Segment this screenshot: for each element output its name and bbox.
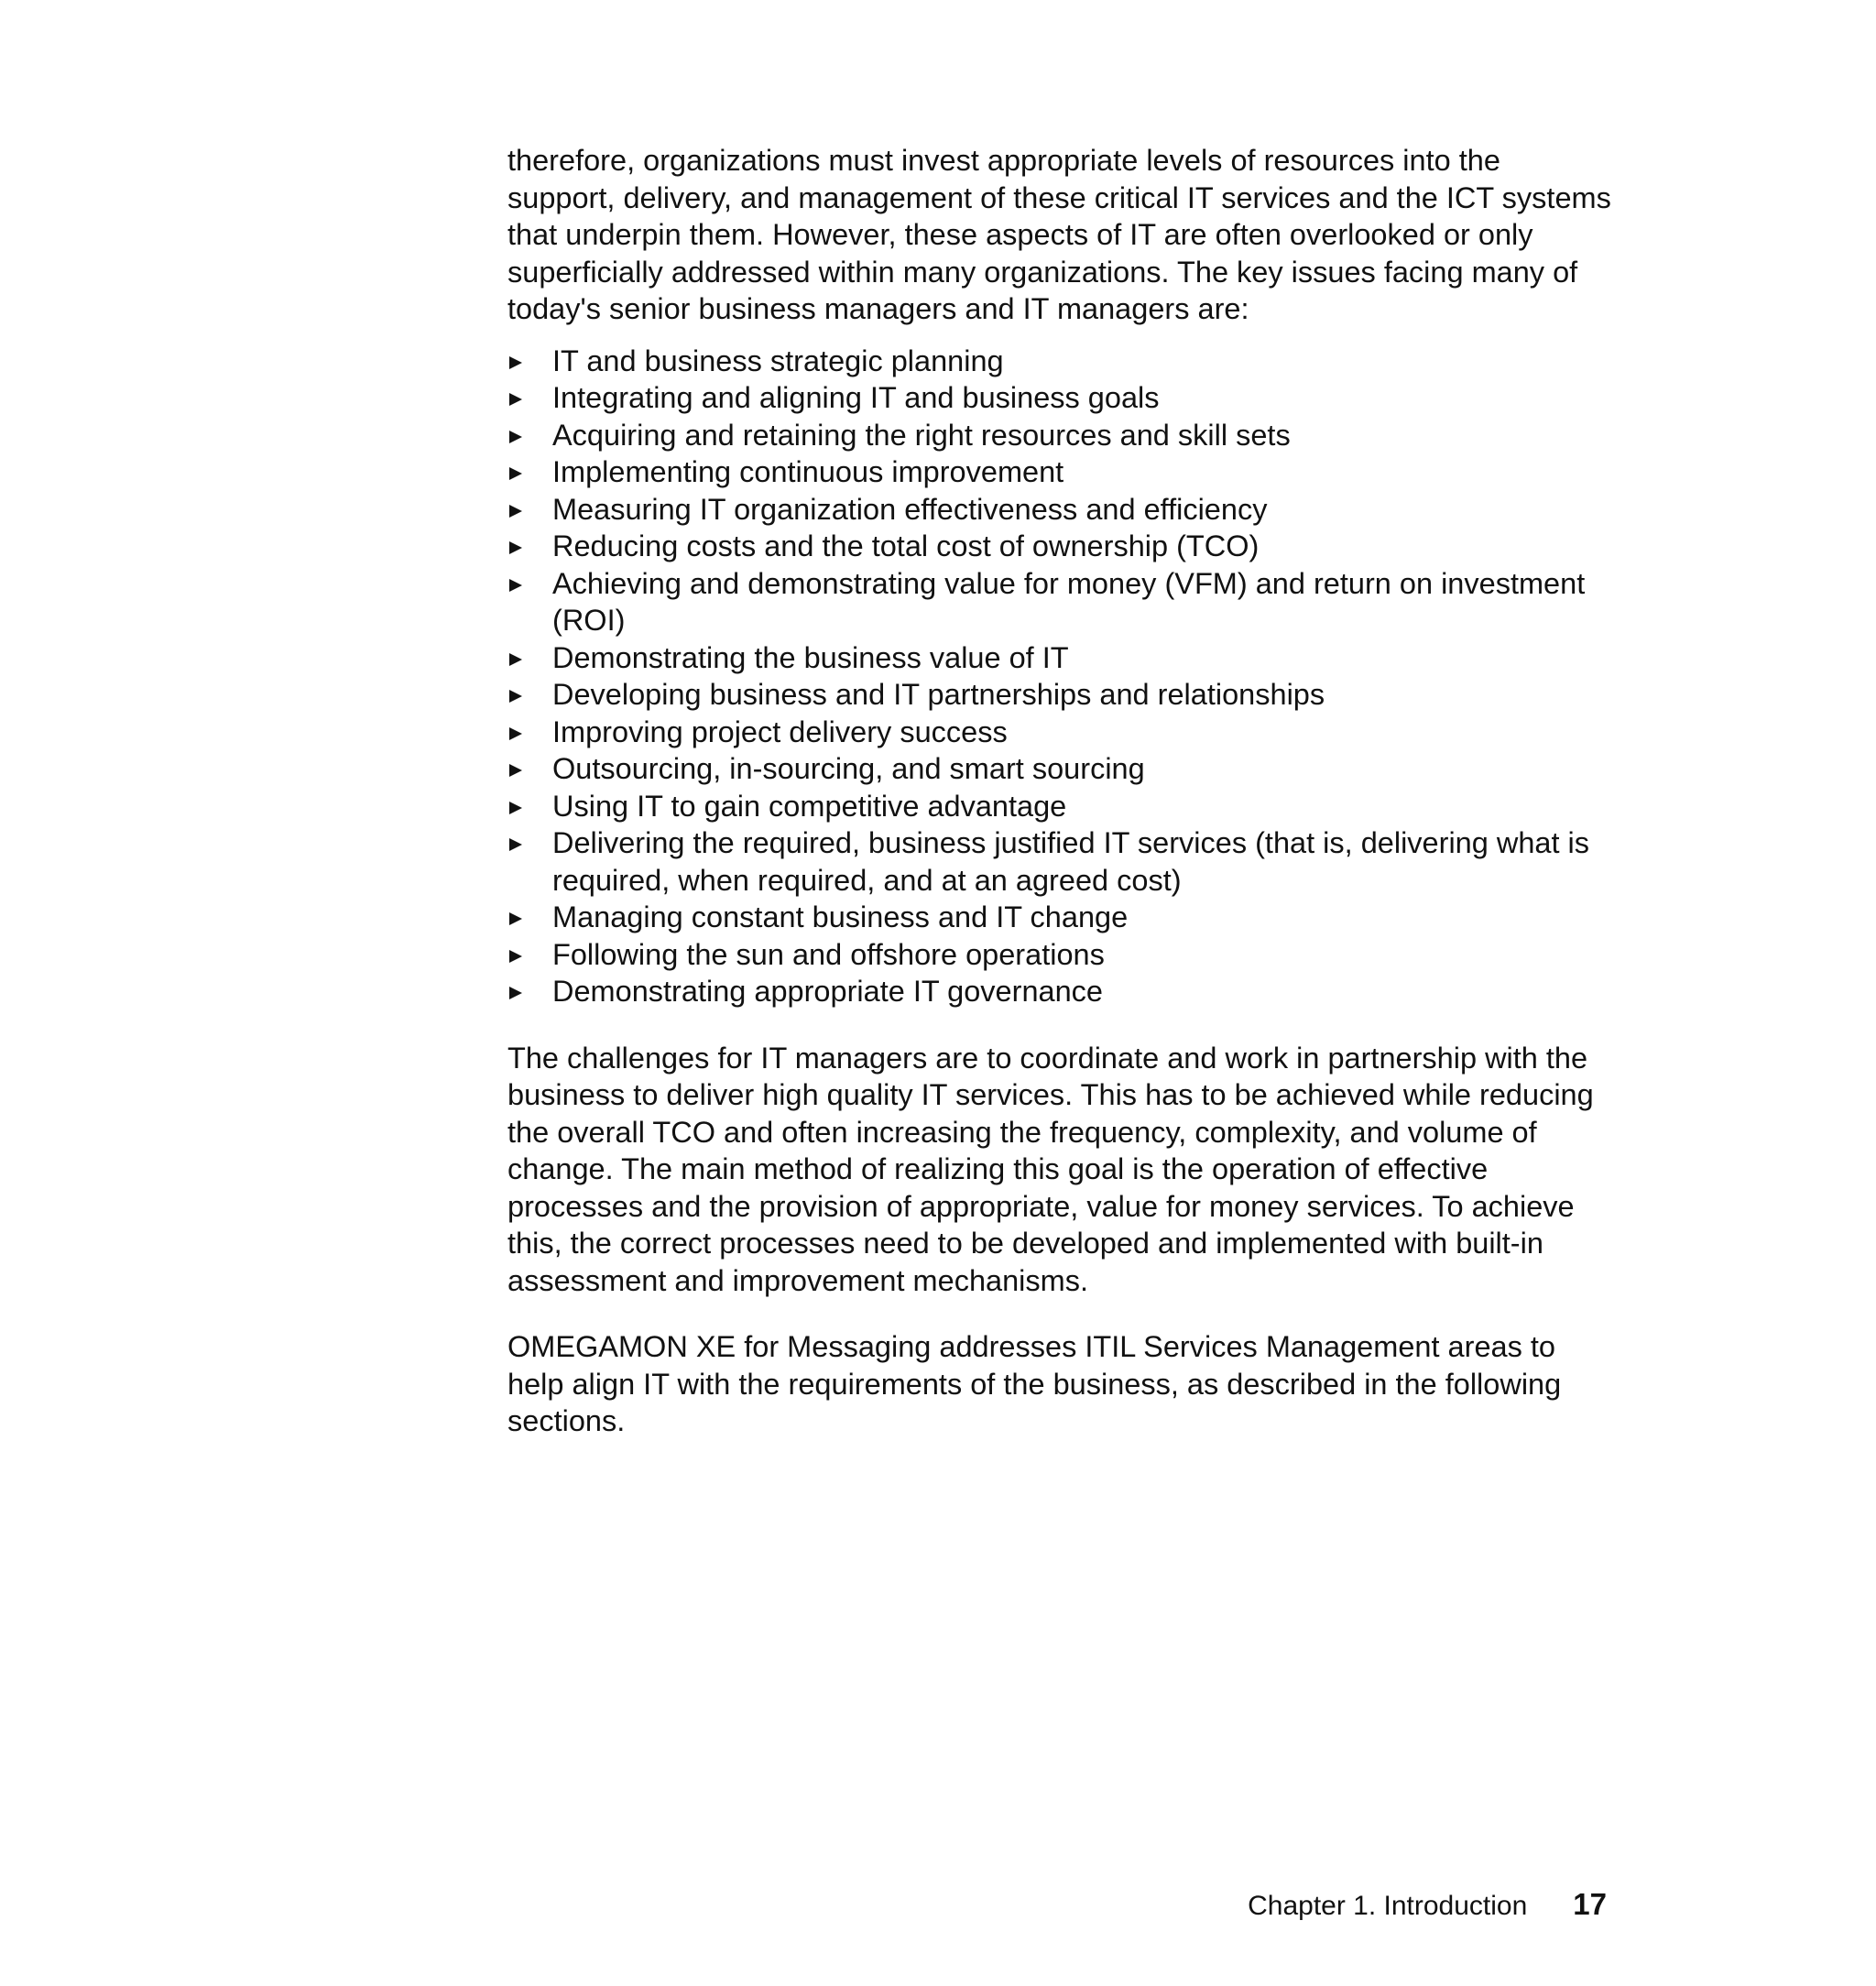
triangle-bullet-icon (509, 356, 522, 369)
list-item (507, 639, 1616, 677)
list-item-text: Integrating and aligning IT and business goals (552, 381, 1160, 414)
list-item (507, 528, 1616, 565)
list-item-text: IT and business strategic planning (552, 344, 1004, 377)
intro-paragraph: therefore, organizations must invest appropriate levels of resources into the support, delivery, and management of these critical IT services and the ICT systems that underpin them. However, these aspects of IT are often overlooked or only superficially addressed within many organizations. The key issues facing many of today's senior business managers and IT managers are: (507, 144, 1611, 325)
triangle-bullet-icon (509, 541, 522, 554)
list-item (507, 750, 1616, 788)
list-item-text: Delivering the required, business justified IT services (that is, delivering what is required, when required, and at an agreed cost) (552, 826, 1589, 897)
triangle-bullet-icon (509, 393, 522, 406)
triangle-bullet-icon (509, 467, 522, 480)
triangle-bullet-icon (509, 764, 522, 777)
list-item (507, 417, 1616, 454)
chapter-label: Chapter 1. Introduction (1248, 1891, 1528, 1921)
list-item (507, 936, 1616, 974)
triangle-bullet-icon (509, 987, 522, 999)
triangle-bullet-icon (509, 690, 522, 703)
issues-list (507, 343, 1616, 1010)
list-item (507, 343, 1616, 380)
list-item (507, 453, 1616, 491)
list-item (507, 491, 1616, 529)
list-item-text: Managing constant business and IT change (552, 900, 1129, 933)
triangle-bullet-icon (509, 912, 522, 925)
list-item-text: Reducing costs and the total cost of ownership (TCO) (552, 529, 1260, 562)
list-item (507, 973, 1616, 1010)
triangle-bullet-icon (509, 505, 522, 518)
list-item (507, 788, 1616, 825)
page-number: 17 (1573, 1887, 1607, 1921)
triangle-bullet-icon (509, 838, 522, 851)
list-item-text: Following the sun and offshore operations (552, 937, 1105, 971)
triangle-bullet-icon (509, 579, 522, 592)
list-item-text: Measuring IT organization effectiveness and efficiency (552, 492, 1268, 526)
omegamon-paragraph: OMEGAMON XE for Messaging addresses ITIL Services Management areas to help align IT with the requirements of the business, as described in the following sections. (507, 1330, 1562, 1437)
list-item (507, 714, 1616, 751)
triangle-bullet-icon (509, 950, 522, 963)
triangle-bullet-icon (509, 653, 522, 666)
list-item-text: Using IT to gain competitive advantage (552, 789, 1067, 823)
list-item (507, 379, 1616, 417)
list-item-text: Demonstrating appropriate IT governance (552, 975, 1103, 1008)
list-item-text: Implementing continuous improvement (552, 455, 1064, 488)
list-item-text: Developing business and IT partnerships and relationships (552, 678, 1325, 711)
page-footer (1248, 1887, 1607, 1922)
triangle-bullet-icon (509, 431, 522, 443)
list-item-text: Achieving and demonstrating value for money (VFM) and return on investment (ROI) (552, 566, 1586, 637)
page-body (507, 142, 1616, 1440)
list-item (507, 899, 1616, 936)
triangle-bullet-icon (509, 727, 522, 740)
list-item (507, 824, 1616, 899)
list-item (507, 565, 1616, 639)
list-item-text: Outsourcing, in-sourcing, and smart sourcing (552, 752, 1145, 785)
list-item-text: Improving project delivery success (552, 715, 1008, 748)
triangle-bullet-icon (509, 802, 522, 814)
challenges-paragraph: The challenges for IT managers are to coordinate and work in partnership with the business to deliver high quality IT services. This has to be achieved while reducing the overall TCO and often increasing the frequency, complexity, and volume of change. The main method of realizing this goal is the operation of effective processes and the provision of appropriate, value for money services. To achieve this, the correct processes need to be developed and implemented with built-in assessment and improvement mechanisms. (507, 1041, 1594, 1297)
list-item-text: Demonstrating the business value of IT (552, 640, 1069, 674)
list-item (507, 676, 1616, 714)
list-item-text: Acquiring and retaining the right resources and skill sets (552, 418, 1291, 452)
